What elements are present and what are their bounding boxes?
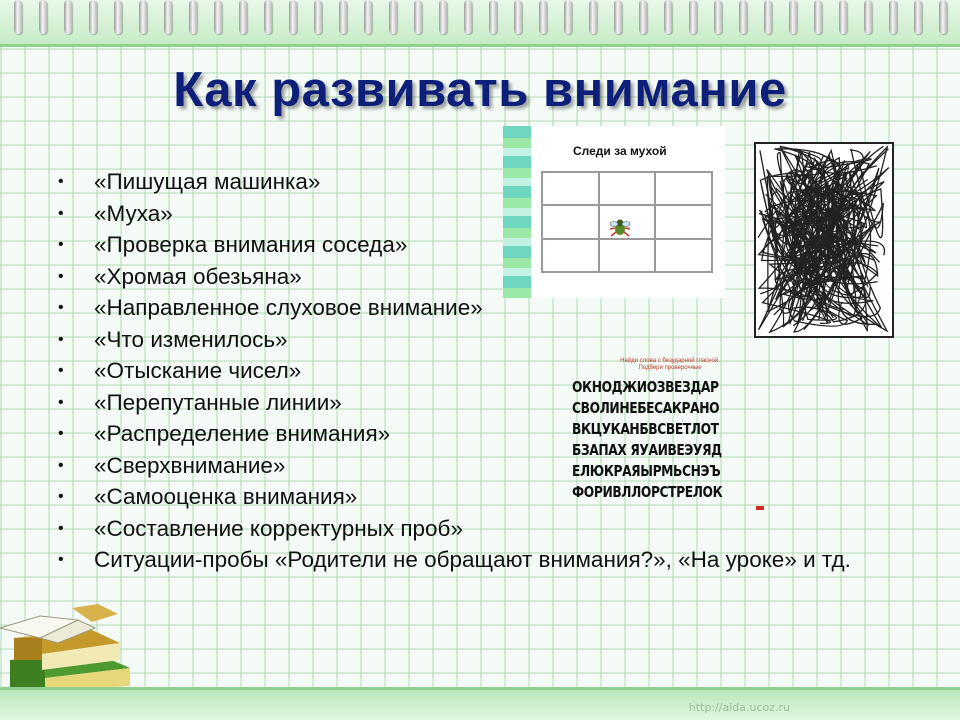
bullet-marker: • [58,456,64,474]
word-puzzle-row: ЕЛЮКРАЯЫРМЬСНЭЪ [572,462,721,480]
decorative-strip [503,126,531,298]
fly-game-image [503,126,725,298]
list-item-text: «Отыскание чисел» [94,358,302,383]
spiral-ring [464,0,472,34]
books-illustration [0,598,140,693]
list-item-text: «Сверхвнимание» [94,452,286,478]
spiral-ring [614,0,622,34]
list-item-text: «Что изменилось» [94,326,288,352]
bullet-marker: • [58,267,64,285]
spiral-ring [739,0,747,34]
spiral-ring [864,0,872,34]
slide-title: Как развивать внимание [173,63,787,117]
list-item-text: «Направленное слуховое внимание» [94,295,483,320]
notebook-spiral-binding [0,0,960,40]
list-item-text: «Перепутанные линии» [94,389,342,415]
spiral-ring [139,0,147,34]
word-puzzle-instruction-line: Подбери проверочные [638,365,702,371]
spiral-ring [639,0,647,34]
list-item [56,513,896,545]
spiral-ring [814,0,822,34]
bullet-marker: • [58,330,64,348]
spiral-ring [114,0,122,34]
spiral-ring [789,0,797,34]
word-puzzle-row: ОКНОДЖИОЗВЕЗДАР [572,378,719,396]
spiral-ring [264,0,272,34]
spiral-ring [889,0,897,34]
list-item-text: «Муха» [94,200,173,226]
spiral-ring [839,0,847,34]
bullet-marker: • [58,488,64,505]
list-item-text: «Пишущая машинка» [94,169,321,194]
list-item [56,546,884,574]
word-puzzle-row: БЗАПАХ ЯУАИВЕЭУЯД [572,441,722,459]
spiral-ring [689,0,697,34]
spiral-ring [314,0,322,34]
spiral-ring [239,0,247,34]
tangled-lines-image [754,142,894,338]
word-puzzle-row: ФОРИВЛЛОРСТРЕЛОК [572,483,723,501]
spiral-ring [539,0,547,34]
spiral-ring [39,0,47,34]
word-puzzle-row: ВКЦУКАНБВСВЕТЛОТ [572,420,719,438]
spiral-ring [939,0,947,34]
fly-icon [607,214,633,240]
spiral-ring [764,0,772,34]
spiral-ring [164,0,172,34]
source-watermark: http://aida.ucoz.ru [688,701,790,714]
spiral-ring [564,0,572,34]
spiral-ring [589,0,597,34]
spiral-ring [64,0,72,34]
list-item-text: «Хромая обезьяна» [94,263,302,289]
fly-game-title: Следи за мухой [573,144,667,158]
list-item-text: Ситуации-пробы «Родители не обращают внимания?», «На уроке» и тд. [94,547,851,572]
spiral-ring [914,0,922,34]
list-item-text: «Проверка внимания соседа» [94,232,408,257]
spiral-ring [664,0,672,34]
list-item-text: «Самооценка внимания» [94,484,358,509]
bullet-marker: • [58,204,64,222]
spiral-ring [214,0,222,34]
list-item-text: «Составление корректурных проб» [94,515,463,541]
spiral-ring [89,0,97,34]
word-puzzle-image [566,354,772,516]
spiral-ring [389,0,397,34]
spiral-ring [489,0,497,34]
spiral-ring [364,0,372,34]
word-puzzle-row: СВОЛИНЕБЕСАКРАНО [572,399,720,417]
bullet-marker: • [58,425,64,442]
red-marker [756,506,764,510]
spiral-ring [339,0,347,34]
spiral-ring [439,0,447,34]
spiral-ring [14,0,22,34]
spiral-ring [414,0,422,34]
bullet-marker: • [58,551,64,568]
bullet-marker: • [58,236,64,253]
word-puzzle-instruction-line: Найди слова с безударной гласной. [620,358,720,364]
spiral-ring [714,0,722,34]
list-item-text: «Распределение внимания» [94,421,391,446]
bullet-marker: • [58,519,64,537]
bullet-marker: • [58,299,64,316]
bullet-marker: • [58,173,64,190]
spiral-ring [514,0,522,34]
word-puzzle-instructions [580,358,760,372]
spiral-ring [189,0,197,34]
spiral-ring [289,0,297,34]
notebook-bottom-band [0,687,960,720]
bullet-marker: • [58,393,64,411]
bullet-marker: • [58,362,64,379]
